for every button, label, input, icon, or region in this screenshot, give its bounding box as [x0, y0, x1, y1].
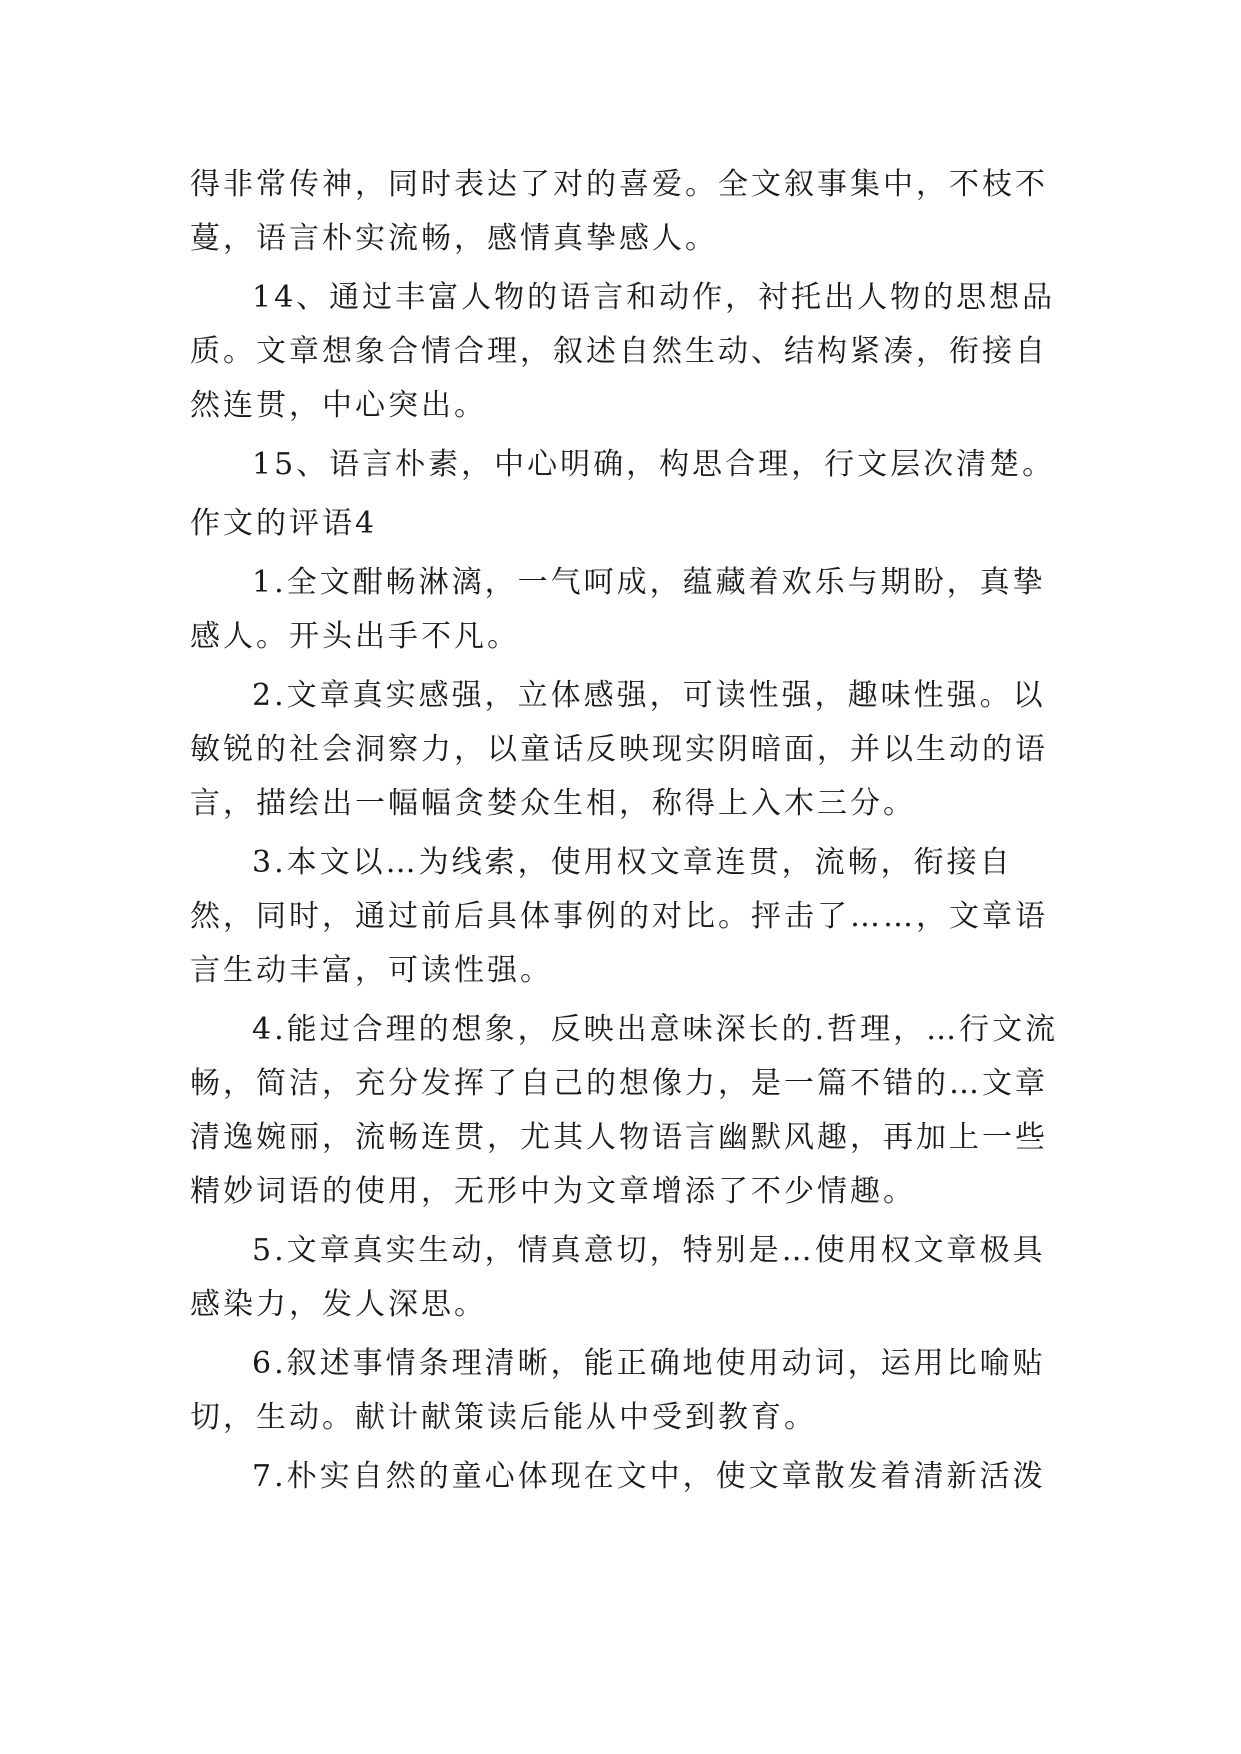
document-body: [190, 158, 1060, 1509]
paragraph-continuation: 得非常传神，同时表达了对的喜爱。全文叙事集中，不枝不蔓，语言朴实流畅，感情真挚感人。: [190, 167, 1048, 256]
paragraph-item-6: 6.叙述事情条理清晰，能正确地使用动词，运用比喻贴切，生动。献计献策读后能从中受到教育。: [190, 1346, 1046, 1435]
paragraph-item-2: 2.文章真实感强，立体感强，可读性强，趣味性强。以敏锐的社会洞察力，以童话反映现实阴暗面，并以生动的语言，描绘出一幅幅贪婪众生相，称得上入木三分。: [190, 678, 1048, 821]
paragraph-item-14: 14、通过丰富人物的语言和动作，衬托出人物的思想品质。文章想象合情合理，叙述自然生动、结构紧凑，衔接自然连贯，中心突出。: [190, 280, 1056, 423]
paragraph-item-1: 1.全文酣畅淋漓，一气呵成，蕴藏着欢乐与期盼，真挚感人。开头出手不凡。: [190, 565, 1046, 654]
paragraph-item-7: 7.朴实自然的童心体现在文中，使文章散发着清新活泼: [252, 1459, 1046, 1494]
paragraph-item-4: 4.能过合理的想象，反映出意味深长的.哲理，…行文流畅，简洁，充分发挥了自己的想像力，是一篇不错的…文章清逸婉丽，流畅连贯，尤其人物语言幽默风趣，再加上一些精妙词语的使用，无形中为文章增添了不少情趣。: [190, 1012, 1059, 1209]
paragraph-item-3: 3.本文以…为线索，使用权文章连贯，流畅，衔接自然，同时，通过前后具体事例的对比。抨击了……，文章语言生动丰富，可读性强。: [190, 845, 1048, 988]
section-heading: 作文的评语4: [190, 506, 378, 541]
paragraph-item-5: 5.文章真实生动，情真意切，特别是…使用权文章极具感染力，发人深思。: [190, 1233, 1046, 1322]
paragraph-item-15: 15、语言朴素，中心明确，构思合理，行文层次清楚。: [252, 447, 1056, 482]
